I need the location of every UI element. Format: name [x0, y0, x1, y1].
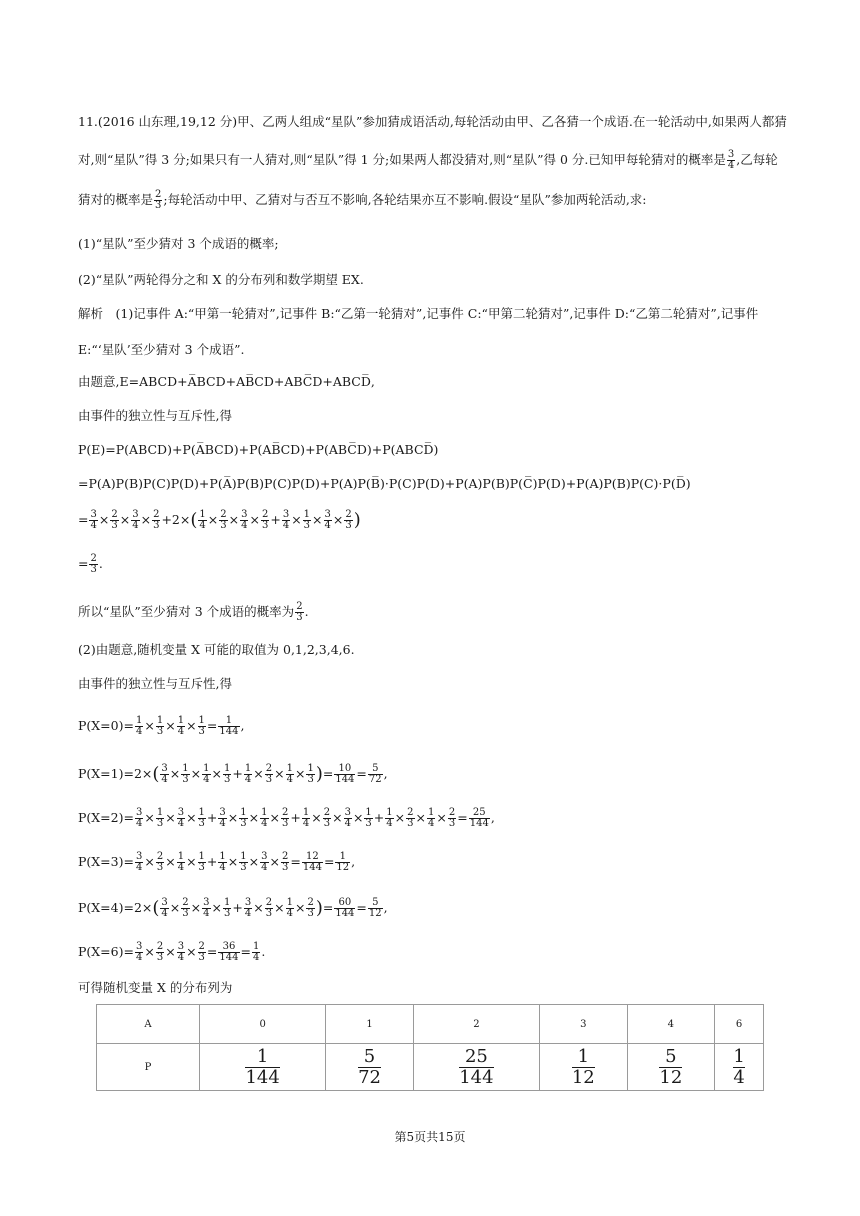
problem-line-1: 11.(2016 山东理,19,12 分)甲、乙两人组成“星队”参加猜成语活动,每轮活动由甲、乙各猜一个成语.在一轮活动中,如果两人都猜	[78, 114, 787, 129]
conclusion-part-1: 所以“星队”至少猜对 3 个成语的概率为 $\frac{2}{3}$ .	[78, 601, 309, 623]
prob-denominator: 72	[358, 1066, 381, 1088]
prob-denominator: 144	[459, 1066, 494, 1088]
table-cell-value: 3	[540, 1005, 628, 1044]
formula-px4: P(X=4)=2×( $\frac{3}{4}$ × $\frac{2}{3}$ × $\frac{3}{4}$ × $\frac{1}{3}$ + $\frac{3}{4}$ × $\frac{2}{3}$ × $\frac{1}{4}$ × $\frac{2}{3}$ )= $\frac{60}{144}$ = $\frac{5}{12}$ ,	[78, 897, 388, 919]
solution-part-2-intro: (2)由题意,随机变量 X 可能的取值为 0,1,2,3,4,6.	[78, 642, 355, 657]
fraction-3-4: $\frac{3}{4}$	[727, 149, 735, 171]
table-cell-value: 4	[627, 1005, 715, 1044]
formula-px2: P(X=2)= $\frac{3}{4}$ × $\frac{1}{3}$ × $\frac{3}{4}$ × $\frac{1}{3}$ + $\frac{3}{4}$ × $\frac{1}{3}$ × $\frac{1}{4}$ × $\frac{2}{3}$ + $\frac{1}{4}$ × $\frac{2}{3}$ × $\frac{3}{4}$ × $\frac{1}{3}$ + $\frac{1}{4}$ × $\frac{2}{3}$ × $\frac{1}{4}$ × $\frac{2}{3}$ = $\frac{25}{144}$ ,	[78, 807, 495, 829]
table-cell-prob	[627, 1044, 715, 1091]
prob-numerator: 1	[256, 1045, 269, 1067]
solution-line-3: 由题意,E=ABCD+A̅BCD+AB̅CD+ABC̅D+ABCD̅,	[78, 374, 375, 389]
prob-denominator: 12	[571, 1066, 595, 1088]
distribution-table	[96, 1004, 764, 1091]
fraction-2-3: $\frac{2}{3}$	[155, 189, 162, 211]
prob-numerator: 5	[665, 1045, 677, 1067]
prob-numerator: 1	[577, 1045, 590, 1067]
table-cell-prob	[326, 1044, 414, 1091]
table-cell-value: 6	[715, 1005, 764, 1044]
prob-denominator: 144	[245, 1066, 280, 1088]
prob-denominator: 12	[659, 1066, 683, 1088]
prob-numerator: 25	[464, 1045, 488, 1067]
problem-line-3-text: 猜对的概率是	[78, 192, 154, 207]
solution-line-6: =P(A)P(B)P(C)P(D)+P(A̅)P(B)P(C)P(D)+P(A)P(B̅)·P(C)P(D)+P(A)P(B)P(C̅)P(D)+P(A)P(B)P(C)·P(D̅)	[78, 476, 691, 491]
formula-px1: P(X=1)=2×( $\frac{3}{4}$ × $\frac{1}{3}$ × $\frac{1}{4}$ × $\frac{1}{3}$ + $\frac{1}{4}$ × $\frac{2}{3}$ × $\frac{1}{4}$ × $\frac{1}{3}$ )= $\frac{10}{144}$ = $\frac{5}{72}$ ,	[78, 763, 388, 785]
question-2: (2)“星队”两轮得分之和 X 的分布列和数学期望 EX.	[78, 272, 364, 287]
prob-numerator: 5	[363, 1045, 376, 1067]
problem-line-3	[78, 190, 647, 211]
solution-part-2-reason: 由事件的独立性与互斥性,得	[78, 676, 232, 691]
table-cell-prob	[715, 1044, 764, 1091]
solution-line-5: P(E)=P(ABCD)+P(A̅BCD)+P(AB̅CD)+P(ABC̅D)+P(ABCD̅)	[78, 442, 439, 457]
solution-line-2: E:“‘星队’至少猜对 3 个成语”.	[78, 342, 245, 357]
problem-line-2-text: 对,则“星队”得 3 分;如果只有一人猜对,则“星队”得 1 分;如果两人都没猜对,则“星队”得 0 分.已知甲每轮猜对的概率是	[78, 152, 726, 167]
solution-line-4: 由事件的独立性与互斥性,得	[78, 408, 232, 423]
distribution-intro: 可得随机变量 X 的分布列为	[78, 980, 233, 995]
table-cell-prob	[540, 1044, 628, 1091]
table-prob-label: P	[97, 1044, 200, 1091]
formula-pe-result: = $\frac{2}{3}$ .	[78, 553, 103, 575]
solution-line-1: 解析 (1)记事件 A:“甲第一轮猜对”,记事件 B:“乙第一轮猜对”,记事件 C:“甲第二轮猜对”,记事件 D:“乙第二轮猜对”,记事件	[78, 306, 759, 321]
conclusion-text: 所以“星队”至少猜对 3 个成语的概率为	[78, 604, 295, 619]
table-cell-value: 0	[200, 1005, 326, 1044]
prob-numerator: 1	[733, 1045, 745, 1067]
problem-line-3-tail: ;每轮活动中甲、乙猜对与否互不影响,各轮结果亦互不影响.假设“星队”参加两轮活动,求:	[163, 192, 647, 207]
table-row-values	[97, 1005, 764, 1044]
table-row-probabilities	[97, 1044, 764, 1091]
formula-px0: P(X=0)= $\frac{1}{4}$ × $\frac{1}{3}$ × $\frac{1}{4}$ × $\frac{1}{3}$ = $\frac{1}{144}$ ,	[78, 715, 245, 737]
formula-px3: P(X=3)= $\frac{3}{4}$ × $\frac{2}{3}$ × $\frac{1}{4}$ × $\frac{1}{3}$ + $\frac{1}{4}$ × $\frac{1}{3}$ × $\frac{3}{4}$ × $\frac{2}{3}$ = $\frac{12}{144}$ = $\frac{1}{12}$ ,	[78, 851, 356, 873]
table-cell-prob	[413, 1044, 539, 1091]
problem-line-2-tail: ,乙每轮	[736, 152, 778, 167]
table-cell-value: 2	[413, 1005, 539, 1044]
formula-px6: P(X=6)= $\frac{3}{4}$ × $\frac{2}{3}$ × $\frac{3}{4}$ × $\frac{2}{3}$ = $\frac{36}{144}$ = $\frac{1}{4}$ .	[78, 941, 266, 963]
formula-pe-expansion: = $\frac{3}{4}$ × $\frac{2}{3}$ × $\frac{3}{4}$ × $\frac{2}{3}$ +2×( $\frac{1}{4}$ × $\frac{2}{3}$ × $\frac{3}{4}$ × $\frac{2}{3}$ + $\frac{3}{4}$ × $\frac{1}{3}$ × $\frac{3}{4}$ × $\frac{2}{3}$ )	[78, 509, 361, 531]
problem-line-2	[78, 150, 778, 171]
page-footer: 第5页共15页	[394, 1130, 466, 1144]
table-cell-value: 1	[326, 1005, 414, 1044]
prob-denominator: 4	[733, 1066, 745, 1088]
question-1: (1)“星队”至少猜对 3 个成语的概率;	[78, 236, 279, 251]
table-header-label: A	[97, 1005, 200, 1044]
table-cell-prob	[200, 1044, 326, 1091]
